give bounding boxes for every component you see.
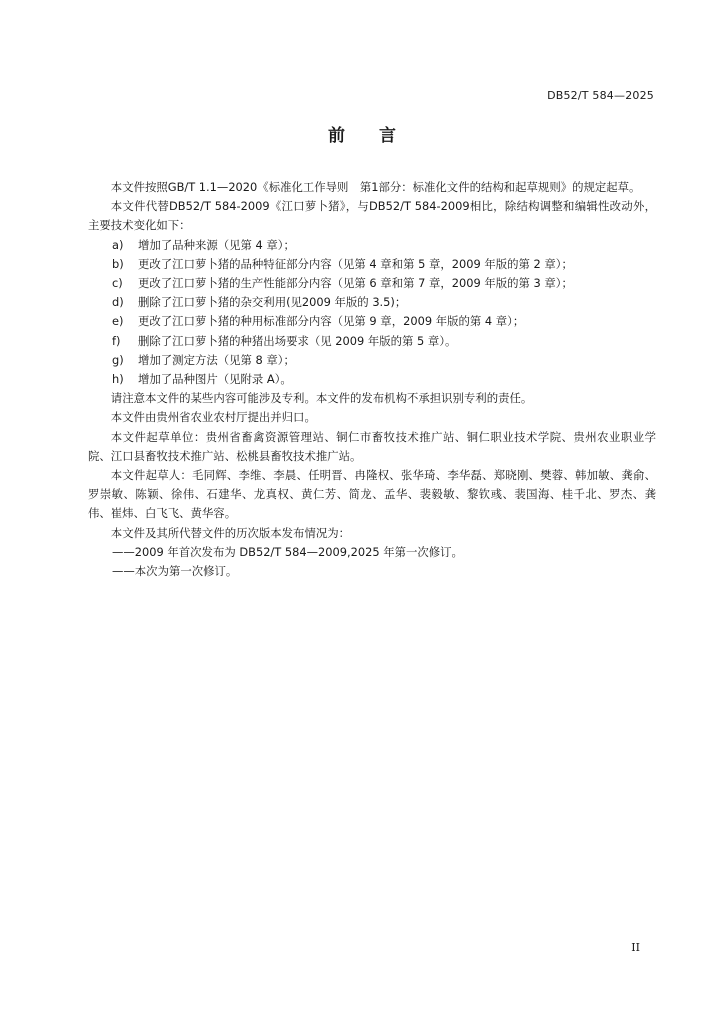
list-item-label: d) [112, 295, 124, 310]
list-item-label: e) [112, 314, 124, 329]
list-item-label: h) [112, 372, 124, 387]
list-item-label: b) [112, 256, 124, 271]
list-item-label: a) [112, 237, 124, 252]
patent-notice: 请注意本文件的某些内容可能涉及专利。本文件的发布机构不承担识别专利的责任。 [110, 391, 533, 406]
list-item-label: f) [112, 333, 121, 348]
list-item-text: 更改了江口萝卜猪的品种特征部分内容（见第 4 章和第 5 章，2009 年版的第 2 章）； [138, 256, 573, 271]
version-history-item: ——本次为第一次修订。 [112, 564, 238, 579]
version-history-item: ——2009 年首次发布为 DB52/T 584—2009,2025 年第一次修订。 [112, 544, 463, 559]
drafters: 本文件起草人：毛同辉、李维、李晨、任明晋、冉隆权、张华琦、李华磊、郑晓刚、樊蓉、韩加敏、龚俞、罗崇敏、陈颖、徐伟、石建华、龙真权、黄仁芳、简龙、孟华、裴毅敏、黎钦彧、裴国海、桂千北、罗杰、龚伟、崔炜、白飞飞、黄华容。 [88, 468, 656, 521]
page-title [0, 121, 724, 146]
list-item [88, 370, 656, 389]
changes-list [88, 236, 656, 390]
proposer-statement: 本文件由贵州省农业农村厅提出并归口。 [110, 410, 316, 425]
list-item [88, 236, 656, 255]
drafting-units: 本文件起草单位：贵州省畜禽资源管理站、铜仁市畜牧技术推广站、铜仁职业技术学院、贵州农业职业学院、江口县畜牧技术推广站、松桃县畜牧技术推广站。 [88, 429, 656, 463]
version-history-heading: 本文件及其所代替文件的历次版本发布情况为： [110, 525, 351, 540]
page-number: II [631, 941, 640, 954]
list-item-text: 更改了江口萝卜猪的生产性能部分内容（见第 6 章和第 7 章，2009 年版的第 3 章）； [138, 276, 573, 291]
document-body [88, 178, 656, 581]
title-char-2: 言 [379, 126, 396, 146]
list-item-text: 更改了江口萝卜猪的种用标准部分内容（见第 9 章，2009 年版的第 4 章）； [138, 314, 525, 329]
list-item [88, 293, 656, 312]
list-item-label: c) [112, 276, 123, 291]
list-item-text: 增加了测定方法（见第 8 章）； [138, 352, 295, 367]
list-item-text: 删除了江口萝卜猪的种猪出场要求（见 2009 年版的第 5 章）。 [138, 333, 457, 348]
intro-paragraph-drafting: 本文件按照GB/T 1.1—2020《标准化工作导则 第1部分：标准化文件的结构和起草规则》的规定起草。 [110, 180, 641, 194]
intro-paragraph-replacement: 本文件代替DB52/T 584-2009《江口萝卜猪》，与DB52/T 584-2009相比，除结构调整和编辑性改动外，主要技术变化如下： [88, 199, 656, 233]
list-item-text: 增加了品种来源（见第 4 章）； [138, 237, 295, 252]
list-item-text: 增加了品种图片（见附录 A）。 [138, 372, 292, 387]
list-item-text: 删除了江口萝卜猪的杂交利用(见2009 年版的 3.5)； [138, 295, 407, 310]
list-item [88, 274, 656, 293]
title-char-1: 前 [328, 126, 345, 146]
standard-number: DB52/T 584—2025 [547, 89, 654, 102]
list-item [88, 312, 656, 331]
list-item [88, 351, 656, 370]
list-item [88, 255, 656, 274]
list-item [88, 332, 656, 351]
list-item-label: g) [112, 352, 124, 367]
